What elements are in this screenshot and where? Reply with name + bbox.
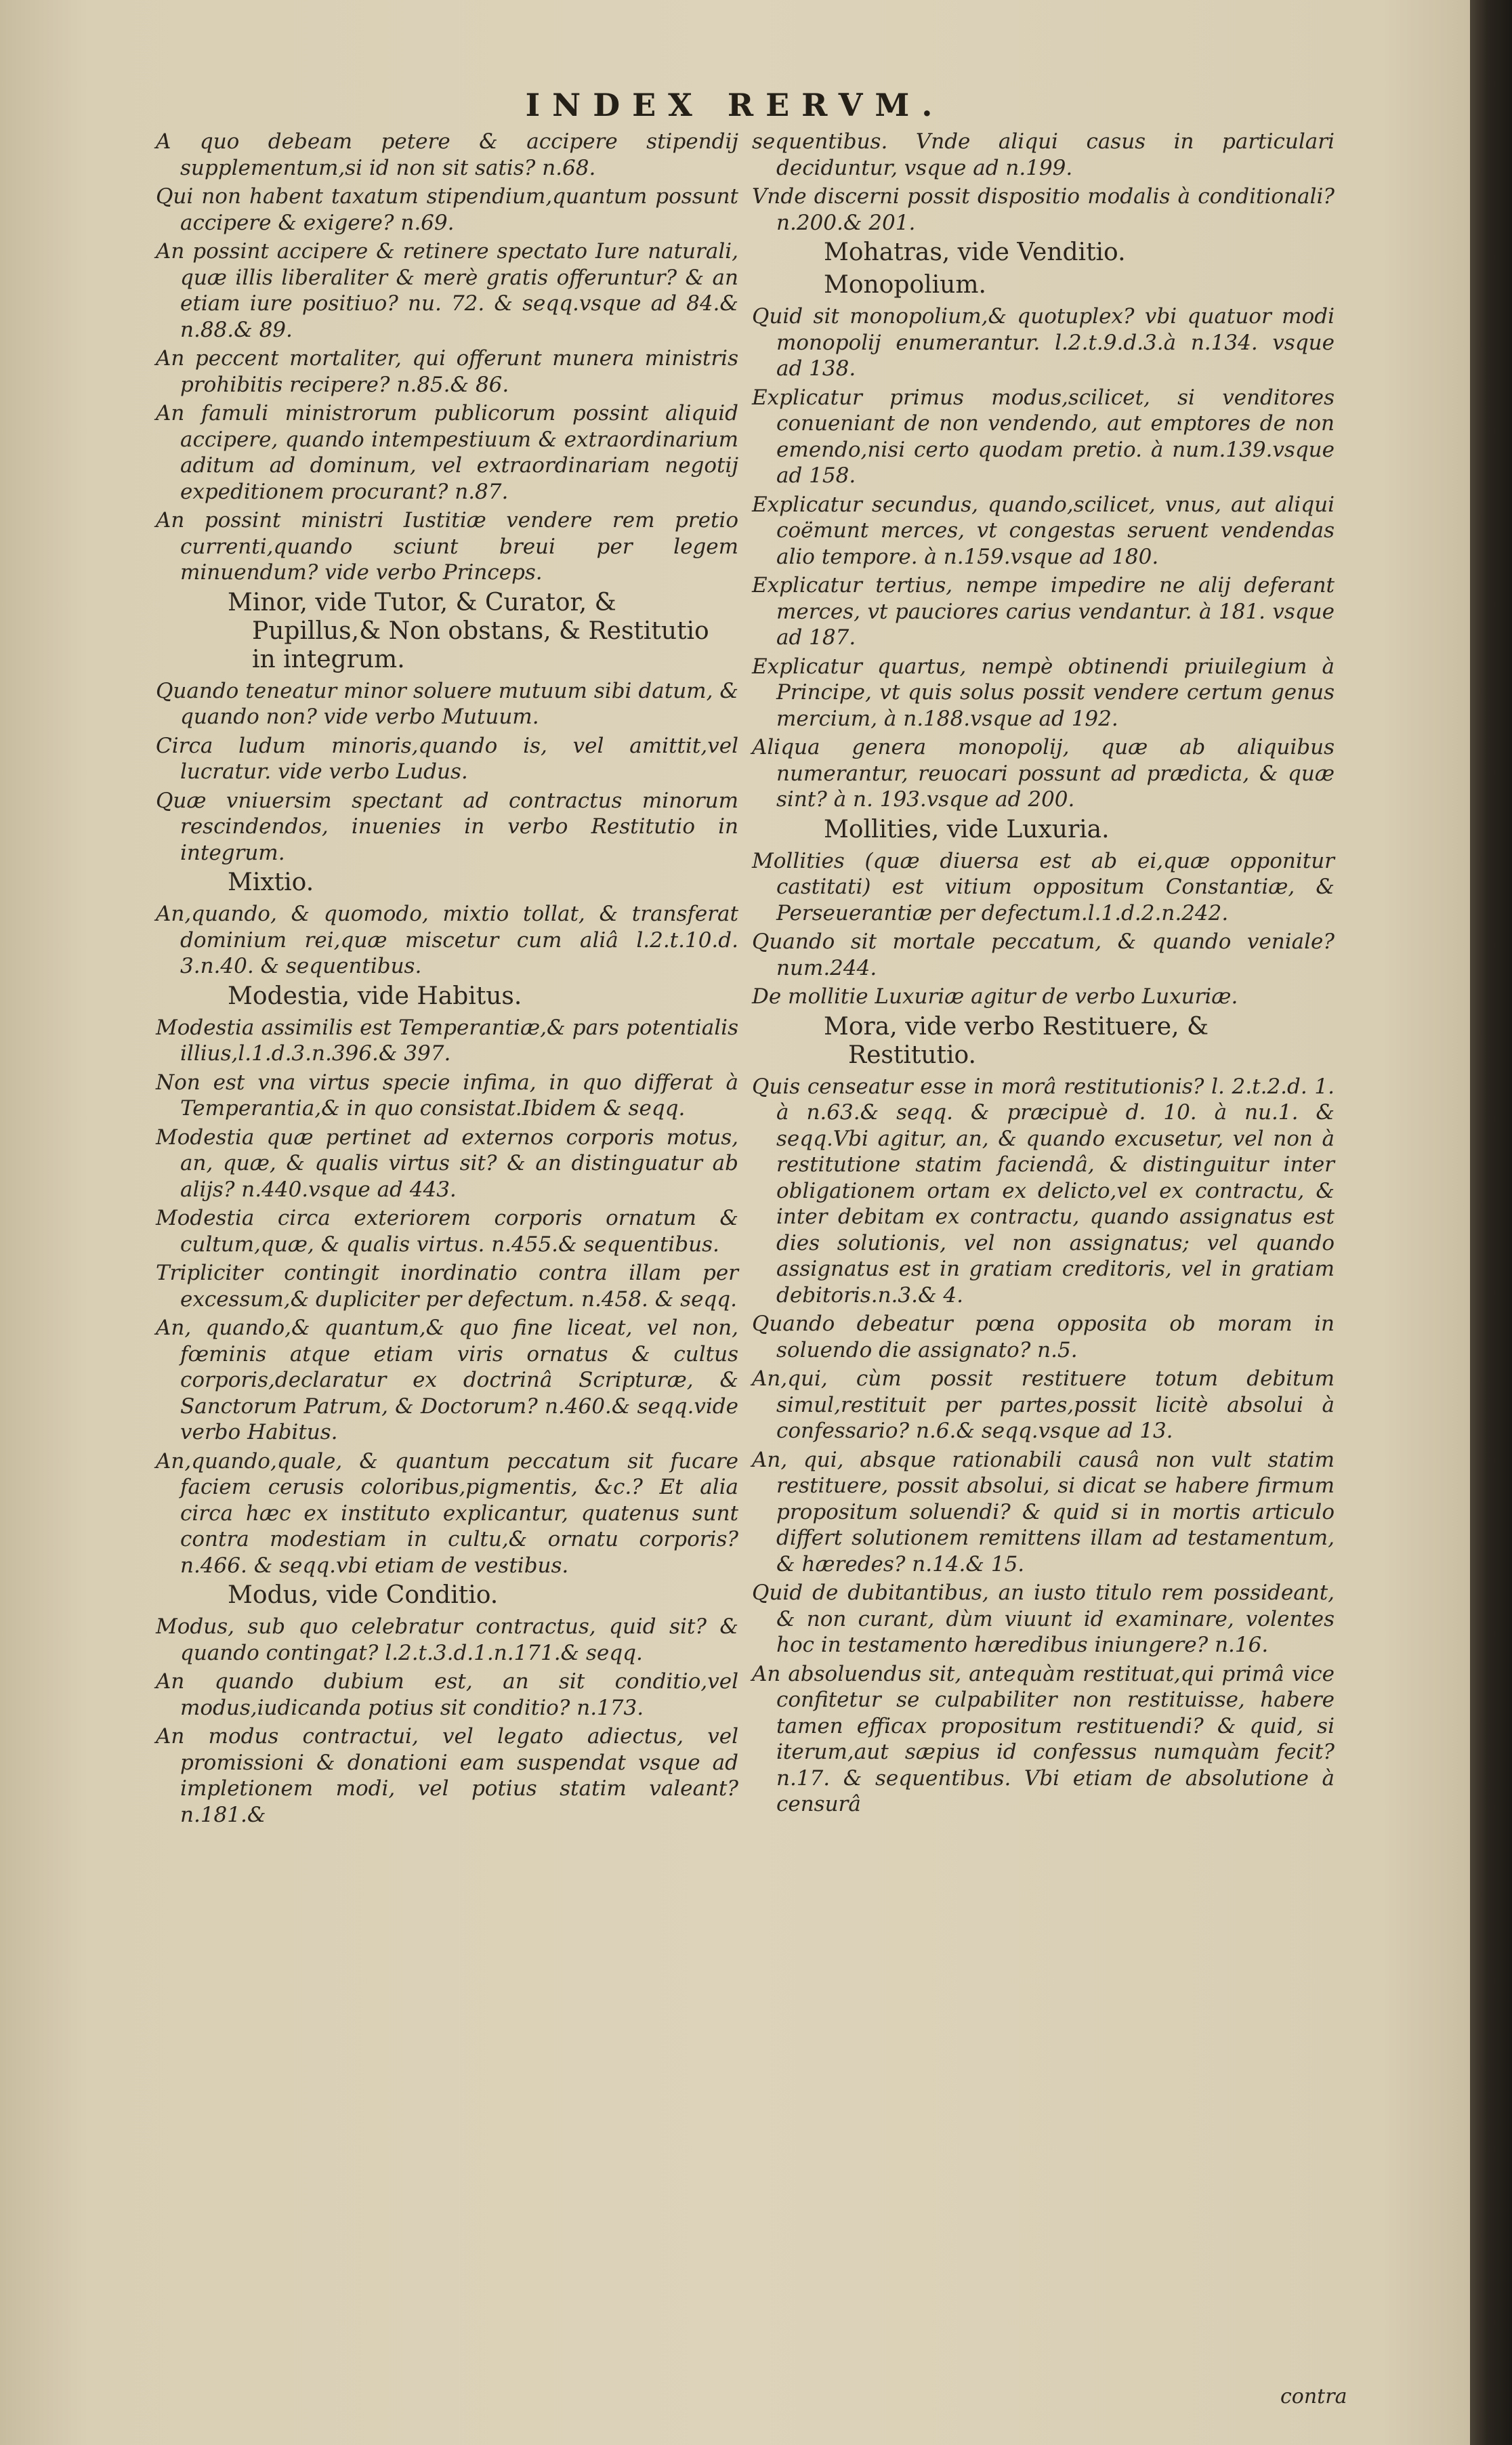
index-entry: Explicatur tertius, nempe impedire ne alij deferant merces, vt pauciores carius vendantur. à 181. vsque ad 187. xyxy=(752,573,1335,650)
index-entry: Tripliciter contingit inordinatio contra illam per excessum,& dupliciter per defectum. n.458. & seqq. xyxy=(156,1261,738,1312)
index-lemma: Mixtio. xyxy=(228,869,314,896)
index-entry: An possint accipere & retinere spectato Iure naturali, quæ illis liberaliter & merè gratis offeruntur? & an etiam iure positiuo? nu. 72. & seqq.vsque ad 84.& n.88.& 89. xyxy=(156,239,738,342)
index-entry: An, quando,& quantum,& quo fine liceat, vel non, fœminis atque etiam viris ornatus & cultus corporis,declaratur ex doctrinâ Scripturæ, & Sanctorum Patrum, & Doctorum? n.460.& seqq.vide verbo Habitus. xyxy=(156,1316,738,1444)
index-entry: A quo debeam petere & accipere stipendij supplementum,si id non sit satis? n.68. xyxy=(156,129,738,180)
index-entry: Modestia quæ pertinet ad externos corporis motus, an, quæ, & qualis virtus sit? & an distinguatur ab alijs? n.440.vsque ad 443. xyxy=(156,1125,738,1202)
index-lemma: Modestia, vide Habitus. xyxy=(228,982,522,1010)
index-entry: An famuli ministrorum publicorum possint aliquid accipere, quando intempestiuum & extraordinarium aditum ad dominum, vel extraordinariam negotij expeditionem procurant? n.87. xyxy=(156,401,738,504)
index-entry: Explicatur quartus, nempè obtinendi priuilegium à Principe, vt quis solus possit vendere certum genus mercium, à n.188.vsque ad 192. xyxy=(752,654,1335,731)
index-entry: Modestia assimilis est Temperantiæ,& pars potentialis illius,l.1.d.3.n.396.& 397. xyxy=(156,1015,738,1066)
index-entry: Qui non habent taxatum stipendium,quantum possunt accipere & exigere? n.69. xyxy=(156,184,738,235)
left-column xyxy=(156,129,738,1831)
index-entry: Aliqua genera monopolij, quæ ab aliquibus numerantur, reuocari possunt ad prædicta, & quæ sint? à n. 193.vsque ad 200. xyxy=(752,735,1335,812)
index-entry: Modestia circa exteriorem corporis ornatum & cultum,quæ, & qualis virtus. n.455.& sequentibus. xyxy=(156,1206,738,1257)
index-entry: An modus contractui, vel legato adiectus, vel promissioni & donationi eam suspendat vsque ad impletionem modi, vel potius statim valeant? n.181.& xyxy=(156,1724,738,1827)
index-entry: Vnde discerni possit dispositio modalis à conditionali? n.200.& 201. xyxy=(752,184,1335,235)
index-entry: Quando teneatur minor soluere mutuum sibi datum, & quando non? vide verbo Mutuum. xyxy=(156,678,738,729)
index-lemma: Modus, vide Conditio. xyxy=(228,1581,499,1609)
index-entry: Quando debeatur pœna opposita ob moram in soluendo die assignato? n.5. xyxy=(752,1312,1335,1362)
index-entry: Modus, sub quo celebratur contractus, quid sit? & quando contingat? l.2.t.3.d.1.n.171.& seqq. xyxy=(156,1614,738,1665)
index-entry: Quid de dubitantibus, an iusto titulo rem possideant, & non curant, dùm viuunt id examinare, volentes hoc in testamento hæredibus iniungere? n.16. xyxy=(752,1581,1335,1657)
index-entry: An peccent mortaliter, qui offerunt munera ministris prohibitis recipere? n.85.& 86. xyxy=(156,346,738,397)
index-entry: De mollitie Luxuriæ agitur de verbo Luxuriæ. xyxy=(752,984,1238,1009)
index-entry: An,quando, & quomodo, mixtio tollat, & transferat dominium rei,quæ miscetur cum aliâ l.2.t.10.d. 3.n.40. & sequentibus. xyxy=(156,902,738,978)
index-lemma: Mollities, vide Luxuria. xyxy=(824,815,1110,843)
index-entry: Quæ vniuersim spectant ad contractus minorum rescindendos, inuenies in verbo Restitutio in integrum. xyxy=(156,788,738,865)
index-entry: Non est vna virtus specie infima, in quo differat à Temperantia,& in quo consistat.Ibidem & seqq. xyxy=(156,1070,738,1121)
index-entry: An absoluendus sit, antequàm restituat,qui primâ vice confitetur se culpabiliter non restituisse, habere tamen efficax propositum restituendi? & quid, si iterum,aut sæpius id confessus numquàm fecit? n.17. & sequentibus. Vbi etiam de absolutione à censurâ xyxy=(752,1661,1335,1816)
page-edge-shadow xyxy=(1470,0,1512,2445)
index-lemma: Minor, vide Tutor, & Curator, & Pupillus,& Non obstans, & Restitutio in integrum. xyxy=(228,588,709,673)
index-entry: An possint ministri Iustitiæ vendere rem pretio currenti,quando sciunt breui per legem minuendum? vide verbo Princeps. xyxy=(156,508,738,585)
index-entry: An,qui, cùm possit restituere totum debitum simul,restituit per partes,possit licitè absolui à confessario? n.6.& seqq.vsque ad 13. xyxy=(752,1366,1335,1443)
index-entry: Quid sit monopolium,& quotuplex? vbi quatuor modi monopolij enumerantur. l.2.t.9.d.3.à n.134. vsque ad 138. xyxy=(752,304,1335,381)
catchword: contra xyxy=(1280,2385,1347,2408)
index-entry: Quando sit mortale peccatum, & quando veniale? num.244. xyxy=(752,929,1335,980)
index-entry: Quis censeatur esse in morâ restitutionis? l. 2.t.2.d. 1. à n.63.& seqq. & præcipuè d. 10. à nu.1. & seqq.Vbi agitur, an, & quando excusetur, vel non à restitutione statim faciendâ, & distinguitur inter obligationem ortam ex delicto,vel ex contractu, & inter debitam ex contractu, quando assignatus est dies solutionis, vel non assignatus; vel quando assignatus est in gratiam creditoris, vel in gratiam debitoris.n.3.& 4. xyxy=(752,1074,1335,1308)
index-entry: An, qui, absque rationabili causâ non vult statim restituere, possit absolui, si dicat se habere firmum propositum soluendi? & quid si in mortis articulo differt solutionem remittens illam ad testamentum, & hæredes? n.14.& 15. xyxy=(752,1447,1335,1576)
index-entry: sequentibus. Vnde aliqui casus in particulari deciduntur, vsque ad n.199. xyxy=(752,129,1335,180)
index-entry: Mollities (quæ diuersa est ab ei,quæ opponitur castitati) est vitium oppositum Constantiæ, & Perseuerantiæ per defectum.l.1.d.2.n.242. xyxy=(752,848,1335,925)
index-entry: Explicatur primus modus,scilicet, si venditores conueniant de non vendendo, aut emptores de non emendo,nisi certo quodam pretio. à num.139.vsque ad 158. xyxy=(752,385,1335,488)
index-entry: Explicatur secundus, quando,scilicet, vnus, aut aliqui coëmunt merces, vt congestas seruent vendendas alio tempore. à n.159.vsque ad 180. xyxy=(752,492,1335,569)
page-header: INDEX RERVM. xyxy=(525,87,945,123)
index-entry: An quando dubium est, an sit conditio,vel modus,iudicanda potius sit conditio? n.173. xyxy=(156,1669,738,1720)
right-column xyxy=(752,129,1335,1820)
index-lemma: Mohatras, vide Venditio. xyxy=(824,238,1126,266)
index-entry: An,quando,quale, & quantum peccatum sit fucare faciem cerusis coloribus,pigmentis, &c.? Et alia circa hæc ex instituto explicantur, quatenus sunt contra modestiam in cultu,& ornatu corporis? n.466. & seqq.vbi etiam de vestibus. xyxy=(156,1448,738,1578)
index-lemma: Monopolium. xyxy=(824,271,986,299)
index-entry: Circa ludum minoris,quando is, vel amittit,vel lucratur. vide verbo Ludus. xyxy=(156,733,738,784)
index-lemma: Mora, vide verbo Restituere, & Restitutio. xyxy=(824,1012,1209,1069)
